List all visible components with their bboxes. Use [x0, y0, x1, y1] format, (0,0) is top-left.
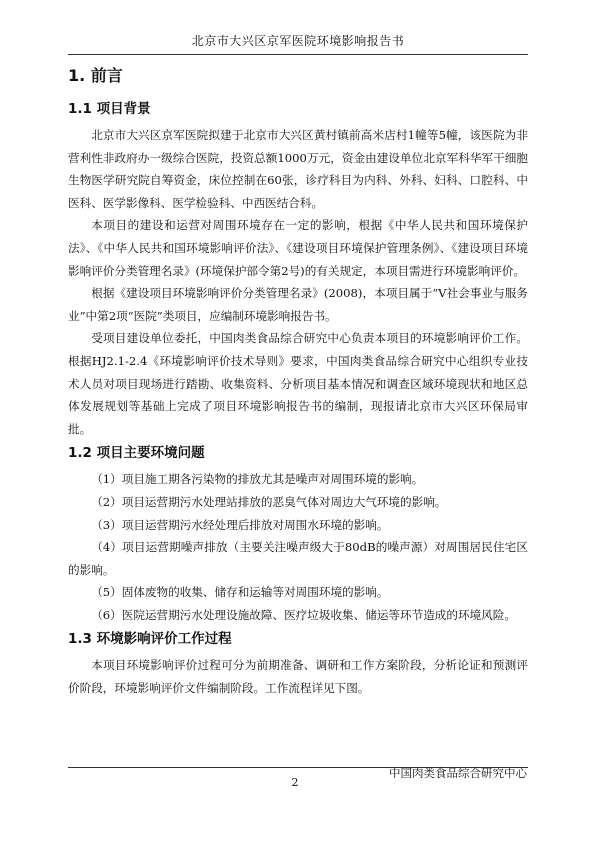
- paragraph: 本项目的建设和运营对周围环境存在一定的影响，根据《中华人民共和国环境保护法》、《中华人民共和国环境影响评价法》、《建设项目环境保护管理条例》、《建设项目环境影响评价分类管理名录》(环境保护部令第2号)的有关规定，本项目需进行环境影响评价。: [68, 218, 528, 278]
- running-header: 北京市大兴区京军医院环境影响报告书: [191, 34, 405, 48]
- paragraph: 受项目建设单位委托，中国肉类食品综合研究中心负责本项目的环境影响评价工作。根据HJ2.1-2.4《环境影响评价技术导则》要求，中国肉类食品综合研究中心组织专业技术人员对项目现场进行踏勘、收集资料、分析项目基本情况和调查区域环境现状和地区总体发展规划等基础上完成了项目环境影响报告书的编制，现报请北京市大兴区环保局审批。: [68, 331, 528, 436]
- section-heading-environmental-issues: 1.2 项目主要环境问题: [68, 445, 205, 462]
- section-heading-eia-process: 1.3 环境影响评价工作过程: [68, 631, 232, 648]
- list-item: （4）项目运营期噪声排放（主要关注噪声级大于80dB的噪声源）对周围居民住宅区的影响。: [68, 540, 528, 577]
- list-item: （3）项目运营期污水经处理后排放对周围水环境的影响。: [91, 517, 389, 532]
- paragraph: 根据《建设项目环境影响评价分类管理名录》(2008)，本项目属于“V社会事业与服务业”中第2项“医院”类项目，应编制环境影响报告书。: [68, 286, 528, 323]
- header-divider: [68, 54, 528, 55]
- paragraph: 本项目环境影响评价过程可分为前期准备、调研和工作方案阶段，分析论证和预测评价阶段，环境影响评价文件编制阶段。工作流程详见下图。: [68, 658, 528, 696]
- list-item: （6）医院运营期污水处理设施故障、医疗垃圾收集、储运等环节造成的环境风险。: [91, 607, 516, 622]
- section-heading-background: 1.1 项目背景: [68, 101, 151, 117]
- footer-organization: 中国肉类食品综合研究中心: [389, 766, 527, 780]
- page-body: [68, 64, 528, 700]
- chapter-heading: 1. 前言: [68, 66, 123, 85]
- paragraph: 北京市大兴区京军医院拟建于北京市大兴区黄村镇前高米店村1幢等5幢，该医院为非营利性非政府办一级综合医院，投资总额1000万元，资金由建设单位北京军科华军干细胞生物医学研究院自筹资金，床位控制在60张，诊疗科目为内科、外科、妇科、口腔科、中医科、医学影像科、医学检验科、中西医结合科。: [68, 128, 528, 210]
- list-item: （1）项目施工期各污染物的排放尤其是噪声对周围环境的影响。: [91, 472, 424, 487]
- list-item: （2）项目运营期污水处理站排放的恶臭气体对周边大气环境的影响。: [91, 494, 447, 509]
- page-number: 2: [291, 776, 299, 789]
- list-item: （5）固体废物的收集、储存和运输等对周围环境的影响。: [91, 585, 389, 600]
